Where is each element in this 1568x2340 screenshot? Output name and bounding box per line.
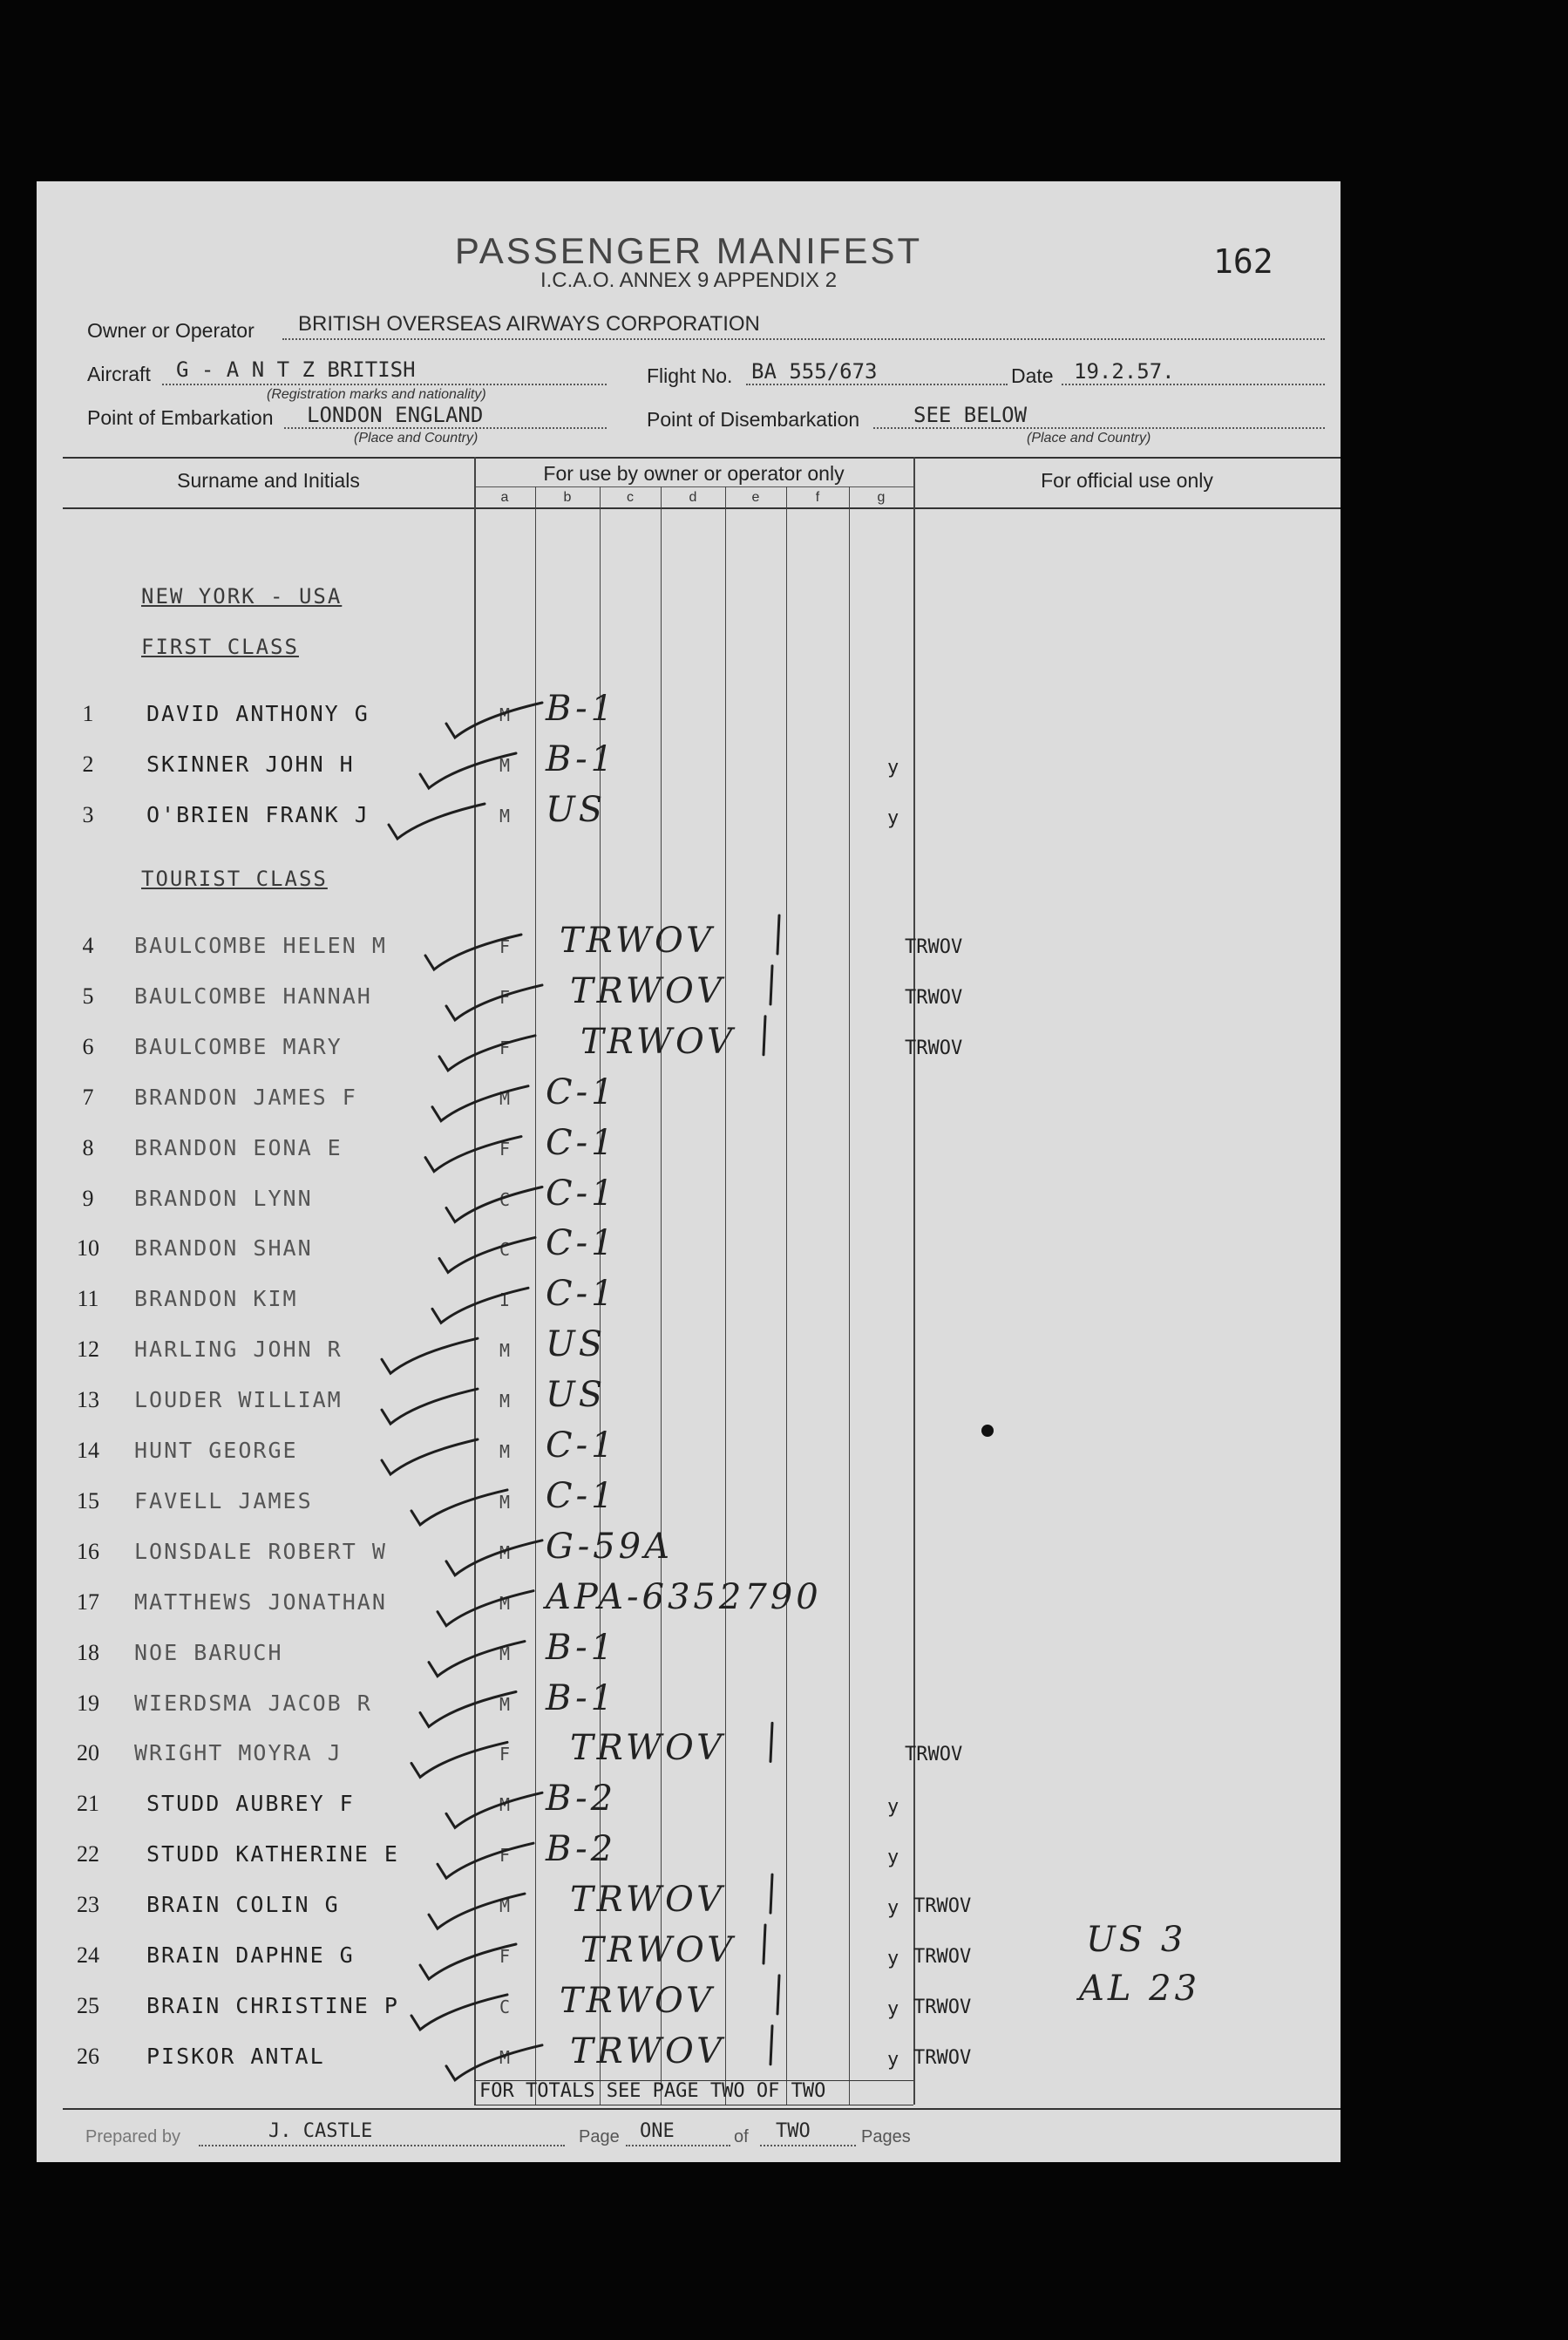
passenger-name: SKINNER JOHN H [146,752,355,777]
column-g-mark: y [887,757,899,779]
passenger-sex: F [499,936,511,957]
row-number: 9 [82,1185,94,1211]
col-surname-header: Surname and Initials [177,469,360,492]
passenger-name: O'BRIEN FRANK J [146,802,370,827]
official-note-al: AL 23 [1079,1969,1201,2009]
owner-value: BRITISH OVERSEAS AIRWAYS CORPORATION [298,312,760,336]
row-number: 16 [77,1538,99,1564]
of-label: of [734,2127,749,2146]
passenger-name: BRAIN COLIN G [146,1892,340,1918]
passenger-name: HARLING JOHN R [134,1337,343,1363]
visa-class-handwritten: TRWOV [570,970,726,1011]
col-official-header: For official use only [1041,469,1213,492]
visa-class-handwritten: B-2 [546,1829,617,1870]
row-number: 21 [77,1791,99,1817]
passenger-sex: C [499,1996,511,2017]
passenger-sex: M [499,1794,511,1816]
subcol-e: e [751,490,760,505]
passenger-sex: F [499,1037,511,1058]
column-g-mark: y [887,1997,899,2020]
row-number: 17 [77,1588,99,1615]
prepared-dotline [199,2145,565,2146]
passenger-sex: M [499,704,511,725]
visa-class-handwritten: TRWOV [580,1930,736,1970]
visa-class-handwritten: B-1 [546,689,617,729]
row-number: 12 [77,1337,99,1363]
passenger-sex: M [499,2046,511,2068]
passenger-sex: M [499,1541,511,1563]
official-use-entry: TRWOV [913,1996,972,2018]
visa-class-handwritten: TRWOV [570,1728,726,1769]
passenger-name: BRAIN CHRISTINE P [146,1992,399,2018]
disembark-value: SEE BELOW [913,403,1028,427]
passenger-sex: F [499,1845,511,1867]
passenger-sex: F [499,986,511,1008]
row-number: 10 [77,1235,99,1262]
disembark-note: (Place and Country) [1027,431,1151,446]
disembark-label: Point of Disembarkation [647,408,860,431]
page-label: Page [579,2127,620,2146]
passenger-name: WRIGHT MOYRA J [134,1740,343,1766]
row-number: 6 [82,1033,94,1059]
section-first-class: FIRST CLASS [141,635,299,659]
of-value: TWO [776,2120,811,2142]
page-title: PASSENGER MANIFEST [454,230,923,271]
page-dotline [626,2145,730,2146]
footer-rule [63,2108,1341,2110]
passenger-name: BRANDON SHAN [134,1235,313,1262]
visa-class-handwritten: B-1 [546,1627,617,1668]
visa-class-handwritten: C-1 [546,1475,617,1516]
date-value: 19.2.57. [1074,359,1175,384]
row-number: 3 [82,802,94,827]
visa-class-handwritten: US [546,790,607,830]
column-g-mark: y [887,1847,899,1869]
embark-note: (Place and Country) [354,431,479,446]
ink-dot [981,1425,994,1437]
column-g-mark: y [887,1897,899,1920]
passenger-sex: I [499,1289,511,1311]
passenger-name: BRANDON LYNN [134,1185,313,1211]
visa-class-handwritten: B-1 [546,739,617,779]
subcol-g: g [877,490,886,505]
passenger-sex: M [499,755,511,776]
visa-class-handwritten: B-1 [546,1677,617,1718]
section-destination: NEW YORK - USA [141,584,343,609]
owner-label: Owner or Operator [87,319,255,342]
visa-class-handwritten: TRWOV [580,1021,736,1062]
row-number: 11 [77,1286,99,1312]
aircraft-value: G - A N T Z BRITISH [176,357,416,382]
passenger-name: DAVID ANTHONY G [146,701,370,726]
row-number: 20 [77,1740,99,1766]
pages-label: Pages [861,2127,911,2146]
official-use-entry: TRWOV [913,1895,972,1918]
passenger-sex: M [499,1895,511,1917]
visa-class-handwritten: C-1 [546,1223,617,1264]
passenger-name: NOE BARUCH [134,1639,283,1665]
official-use-entry: TRWOV [905,986,963,1009]
row-number: 24 [77,1942,99,1968]
passenger-name: LOUDER WILLIAM [134,1387,343,1413]
prepared-label: Prepared by [85,2127,180,2146]
totals-note: FOR TOTALS SEE PAGE TWO OF TWO [479,2080,826,2102]
prepared-value: J. CASTLE [268,2120,373,2142]
visa-class-handwritten: C-1 [546,1173,617,1214]
row-number: 25 [77,1992,99,2018]
row-number: 4 [82,933,94,958]
official-use-entry: TRWOV [905,936,963,958]
aircraft-label: Aircraft [87,363,151,385]
subcol-b: b [563,490,572,505]
official-note-us: US 3 [1086,1920,1187,1960]
passenger-sex: F [499,1138,511,1160]
subcol-c: c [627,490,634,505]
column-g-mark: y [887,807,899,829]
passenger-name: MATTHEWS JONATHAN [134,1588,387,1615]
visa-class-handwritten: US [546,1375,607,1416]
passenger-sex: M [499,1391,511,1412]
row-number: 1 [82,701,94,726]
aircraft-note: (Registration marks and nationality) [267,387,486,402]
passenger-sex: C [499,1188,511,1210]
row-number: 2 [82,752,94,777]
passenger-sex: M [499,1087,511,1109]
of-dotline [760,2145,856,2146]
visa-class-handwritten: TRWOV [560,921,716,961]
passenger-name: WIERDSMA JACOB R [134,1690,372,1716]
visa-class-handwritten: TRWOV [570,1880,726,1921]
visa-class-handwritten: TRWOV [570,2030,726,2071]
subcol-a: a [500,490,509,505]
visa-class-handwritten: APA-6352790 [546,1576,822,1617]
official-use-entry: TRWOV [905,1744,963,1766]
official-use-entry: TRWOV [913,2046,972,2069]
row-number: 14 [77,1438,99,1463]
passenger-name: BAULCOMBE HANNAH [134,983,372,1009]
passenger-name: HUNT GEORGE [134,1438,298,1463]
visa-class-handwritten: US [546,1324,607,1365]
embark-value: LONDON ENGLAND [307,403,484,427]
column-g-mark: y [887,1948,899,1969]
visa-class-handwritten: C-1 [546,1425,617,1466]
passenger-name: BAULCOMBE MARY [134,1033,343,1059]
passenger-name: BRANDON EONA E [134,1134,343,1160]
row-number: 22 [77,1841,99,1867]
passenger-sex: M [499,1643,511,1664]
passenger-sex: M [499,1340,511,1362]
row-number: 18 [77,1639,99,1665]
row-number: 26 [77,2043,99,2069]
row-number: 5 [82,983,94,1009]
page-value: ONE [640,2120,675,2142]
col-owner-header: For use by owner or operator only [543,462,845,485]
passenger-sex: F [499,1744,511,1765]
visa-class-handwritten: G-59A [546,1526,673,1567]
row-number: 8 [82,1134,94,1160]
date-label: Date [1011,364,1054,387]
passenger-sex: F [499,1946,511,1967]
manifest-page [37,181,1341,2162]
official-use-entry: TRWOV [913,1946,972,1968]
subcol-d: d [689,490,697,505]
passenger-sex: C [499,1239,511,1261]
column-g-mark: y [887,2048,899,2071]
flight-label: Flight No. [647,364,733,387]
check-marks [37,181,1341,2162]
visa-class-handwritten: C-1 [546,1071,617,1112]
visa-class-handwritten: TRWOV [560,1980,716,2021]
row-number: 19 [77,1690,99,1716]
visa-class-handwritten: B-2 [546,1779,617,1820]
column-g-mark: y [887,1796,899,1819]
embark-label: Point of Embarkation [87,406,274,429]
row-number: 13 [77,1387,99,1413]
row-number: 23 [77,1892,99,1918]
page-subtitle: I.C.A.O. ANNEX 9 APPENDIX 2 [540,269,838,292]
row-number: 7 [82,1084,94,1110]
visa-class-handwritten: C-1 [546,1274,617,1315]
passenger-name: BRANDON JAMES F [134,1084,357,1110]
page-number: 162 [1213,242,1273,281]
official-use-entry: TRWOV [905,1037,963,1059]
passenger-name: BRAIN DAPHNE G [146,1942,355,1968]
passenger-sex: M [499,1441,511,1462]
subcol-f: f [815,490,820,505]
passenger-name: BRANDON KIM [134,1286,298,1312]
passenger-sex: M [499,1491,511,1513]
passenger-name: PISKOR ANTAL [146,2043,325,2069]
passenger-sex: M [499,1693,511,1715]
row-number: 15 [77,1487,99,1514]
flight-value: BA 555/673 [751,359,878,384]
passenger-name: BAULCOMBE HELEN M [134,933,387,958]
passenger-name: STUDD KATHERINE E [146,1841,399,1867]
passenger-name: FAVELL JAMES [134,1487,313,1514]
passenger-name: LONSDALE ROBERT W [134,1538,387,1564]
passenger-name: STUDD AUBREY F [146,1791,355,1817]
passenger-sex: M [499,1592,511,1614]
passenger-sex: M [499,806,511,826]
section-tourist-class: TOURIST CLASS [141,867,328,891]
visa-class-handwritten: C-1 [546,1122,617,1163]
